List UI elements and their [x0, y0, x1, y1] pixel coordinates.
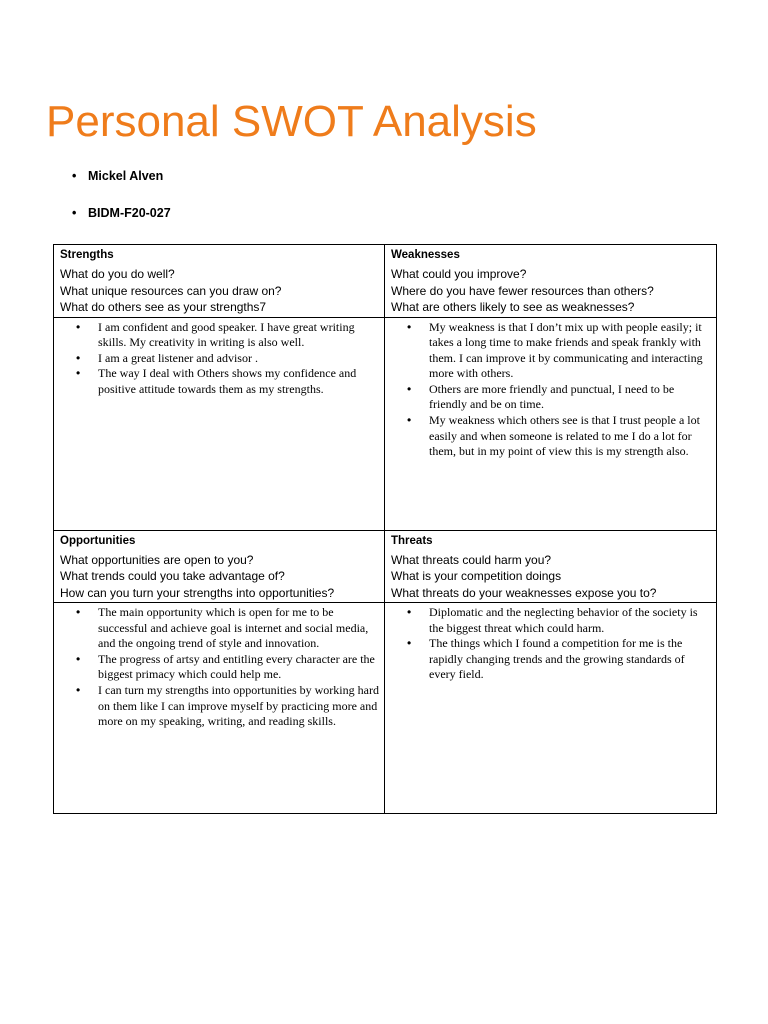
opportunities-answer-item: • The progress of artsy and entitling every character are the biggest primacy which could help me. [98, 652, 380, 683]
opportunities-answer-item: • The main opportunity which is open for me to be successful and achieve goal is internet and social media, and the ongoing trend of style and innovation. [98, 605, 380, 652]
opportunities-heading: Opportunities [60, 534, 136, 547]
threats-heading: Threats [391, 534, 433, 547]
weaknesses-question: What could you improve? [391, 267, 527, 281]
swot-body-row-external [54, 603, 717, 814]
weaknesses-heading: Weaknesses [391, 249, 460, 261]
threats-question: What is your competition doings [391, 569, 562, 583]
strengths-answer-item: • The way I deal with Others shows my confidence and positive attitude towards them as my strengths. [98, 366, 380, 397]
opportunities-question: How can you turn your strengths into opportunities? [60, 585, 335, 600]
author-name: • Mickel Alven [70, 166, 171, 203]
threats-answers [385, 603, 717, 814]
opportunities-header [54, 530, 385, 603]
threats-question: What threats do your weaknesses expose you to? [391, 585, 657, 600]
opportunities-question: What trends could you take advantage of? [60, 569, 285, 583]
weaknesses-question: Where do you have fewer resources than others? [391, 283, 654, 298]
strengths-question: What do others see as your strengths7 [60, 300, 267, 314]
strengths-answers [54, 317, 385, 530]
strengths-question: What unique resources can you draw on? [60, 283, 282, 298]
weaknesses-answer-item: • Others are more friendly and punctual, I need to be friendly and be on time. [429, 382, 712, 413]
swot-header-row-internal [54, 245, 717, 318]
threats-header [385, 530, 717, 603]
weaknesses-answer-item: • My weakness which others see is that I trust people a lot easily and when someone is related to me I do a lot for them, but in my point of view this is my strength also. [429, 413, 712, 460]
swot-header-row-external [54, 530, 717, 603]
info-list [70, 166, 171, 240]
weaknesses-answers [385, 317, 717, 530]
strengths-answer-item: • I am confident and good speaker. I have great writing skills. My creativity in writing is also well. [98, 320, 380, 351]
strengths-header [54, 245, 385, 318]
opportunities-question: What opportunities are open to you? [60, 552, 254, 567]
page-title: Personal SWOT Analysis [46, 97, 537, 146]
opportunities-answers [54, 603, 385, 814]
strengths-heading: Strengths [60, 249, 114, 261]
threats-question: What threats could harm you? [391, 552, 552, 567]
threats-answer-item: • Diplomatic and the neglecting behavior of the society is the biggest threat which could harm. [429, 605, 712, 636]
weaknesses-answer-item: • My weakness is that I don’t mix up with people easily; it takes a long time to make friends and speak frankly with them. I can improve it by communicating and interacting more with others. [429, 320, 712, 382]
student-id: • BIDM-F20-027 [70, 203, 171, 240]
strengths-answer-item: • I am a great listener and advisor . [98, 351, 380, 367]
opportunities-answer-item: • I can turn my strengths into opportunities by working hard on them like I can improve myself by practicing more and more on my speaking, writing, and reading skills. [98, 683, 380, 730]
swot-body-row-internal [54, 317, 717, 530]
swot-table [53, 244, 717, 814]
weaknesses-question: What are others likely to see as weaknesses? [391, 300, 635, 314]
weaknesses-header [385, 245, 717, 318]
threats-answer-item: • The things which I found a competition for me is the rapidly changing trends and the growing standards of every field. [429, 636, 712, 683]
strengths-question: What do you do well? [60, 267, 175, 281]
